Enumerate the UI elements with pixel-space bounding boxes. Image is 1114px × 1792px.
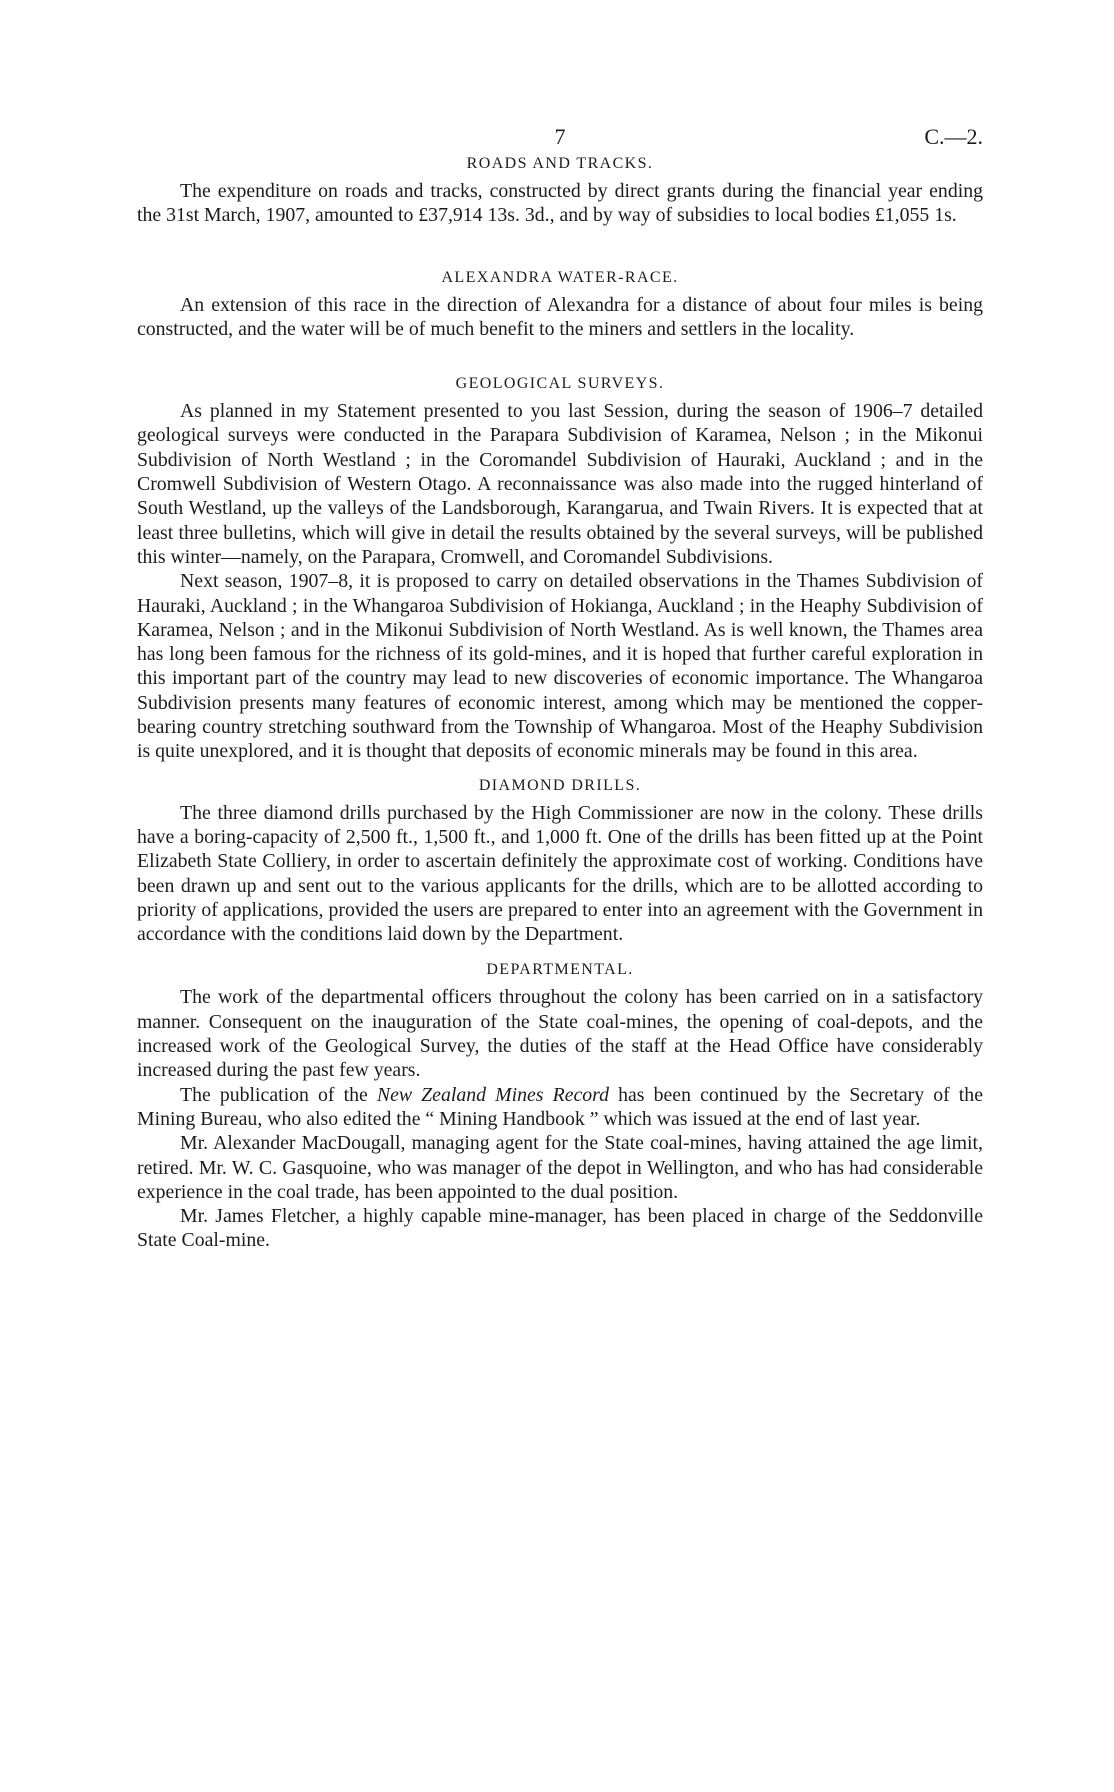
section-heading: ALEXANDRA WATER-RACE. [441, 268, 679, 286]
paragraph: An extension of this race in the direction of Alexandra for a distance of about four miles is being constructed, and the water will be of much benefit to the miners and settlers in the locality. [137, 293, 983, 340]
page-header [137, 118, 983, 154]
document-page [137, 118, 983, 1253]
paragraph: The expenditure on roads and tracks, constructed by direct grants during the financial year ending the 31st March, 1907, amounted to £37,914 13s. 3d., and by way of subsidies to local bodies £1,055 1s. [137, 180, 983, 227]
paragraph-mines-record [137, 1083, 983, 1132]
document-reference: C.—2. [924, 124, 983, 149]
paragraph: The work of the departmental officers throughout the colony has been carried on in a satisfactory manner. Consequent on the inauguration of the State coal-mines, the opening of coal-depots, and the increased work of the Geological Survey, the duties of the staff at the Head Office have considerably increased during the past few years. [137, 986, 983, 1082]
paragraph: Next season, 1907–8, it is proposed to carry on detailed observations in the Thames Subdivision of Hauraki, Auckland ; in the Whangaroa Subdivision of Hokianga, Auckland ; in the Heaphy Subdivision of Karamea, Nelson ; and in the Mikonui Subdivision of North Westland. As is well known, the Thames area has long been famous for the richness of its gold-mines, and it is hoped that further careful exploration in this important part of the country may lead to new discoveries of economic importance. The Whangaroa Subdivision presents many features of economic interest, among which may be mentioned the copper-bearing country stretching southward from the Township of Whangaroa. Most of the Heaphy Subdivision is quite unexplored, and it is thought that deposits of economic minerals may be found in this area. [137, 570, 983, 763]
paragraph-text: The publication of the [180, 1083, 377, 1106]
section-alexandra-water-race [137, 268, 983, 342]
page-number: 7 [554, 124, 566, 149]
section-heading: ROADS AND TRACKS. [466, 155, 654, 172]
section-departmental [137, 960, 983, 1252]
paragraph: Mr. Alexander MacDougall, managing agent for the State coal-mines, having attained the age limit, retired. Mr. W. C. Gasquoine, who was manager of the depot in Wellington, and who has had considerable experience in the coal trade, has been appointed to the dual position. [137, 1132, 983, 1203]
paragraph: As planned in my Statement presented to you last Session, during the season of 1906–7 detailed geological surveys were conducted in the Parapara Subdivision of Karamea, Nelson ; in the Mikonui Subdivision of North Westland ; in the Coromandel Subdivision of Hauraki, Auckland ; and in the Cromwell Subdivision of Western Otago. A reconnaissance was also made into the rugged hinterland of South Westland, up the valleys of the Landsborough, Karangarua, and Twain Rivers. It is expected that at least three bulletins, which will give in detail the results obtained by the several surveys, will be published this winter—namely, on the Parapara, Cromwell, and Coromandel Subdivisions. [137, 400, 983, 568]
section-heading: DIAMOND DRILLS. [478, 776, 642, 794]
paragraph: Mr. James Fletcher, a highly capable mine-manager, has been placed in charge of the Seddonville State Coal-mine. [137, 1205, 983, 1252]
paragraph-text: has been continued by the Secretary of the Mining Bureau, who also edited the “ Mining Handbook ” which was issued at the end of last year. [137, 1083, 983, 1130]
publication-title: New Zealand Mines Record [376, 1083, 609, 1106]
section-diamond-drills [137, 776, 983, 947]
section-roads-and-tracks [137, 154, 983, 228]
section-geological-surveys [137, 374, 983, 763]
section-heading: GEOLOGICAL SURVEYS. [455, 375, 665, 393]
section-heading: DEPARTMENTAL. [486, 961, 634, 979]
paragraph: The three diamond drills purchased by the High Commissioner are now in the colony. These drills have a boring-capacity of 2,500 ft., 1,500 ft., and 1,000 ft. One of the drills has been fitted up at the Point Elizabeth State Colliery, in order to ascertain definitely the approximate cost of working. Conditions have been drawn up and sent out to the various applicants for the drills, which are to be allotted according to priority of applications, provided the users are prepared to enter into an agreement with the Government in accordance with the conditions laid down by the Department. [137, 801, 983, 946]
